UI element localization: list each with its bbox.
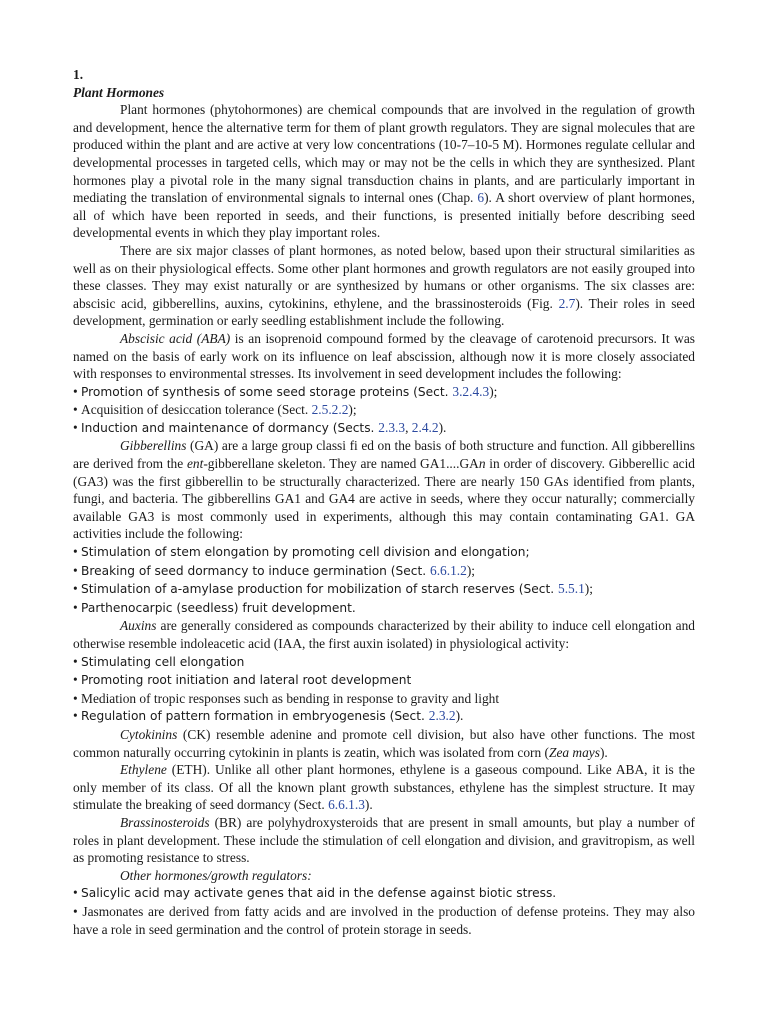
section-number: 1. <box>73 67 84 82</box>
paragraph-auxins <box>73 617 695 652</box>
list-item <box>73 383 695 402</box>
ga-list <box>73 543 695 617</box>
list-item-text: Stimulating cell elongation <box>81 654 245 669</box>
ck-text-end: ). <box>599 744 608 760</box>
eth-text-end: ). <box>364 797 373 813</box>
ga-ent: ent <box>186 456 204 472</box>
paragraph-other-heading <box>73 867 695 885</box>
section-link[interactable]: 5.5.1 <box>558 581 585 597</box>
ga-n: n <box>478 456 486 472</box>
other-heading: Other hormones/growth regulators: <box>120 867 312 883</box>
paragraph-classes <box>73 242 695 330</box>
section-link[interactable]: 2.5.2.2 <box>311 402 349 418</box>
intro-text: Plant hormones (phytohormones) are chemical compounds that are involved in the regulation of growth and development, hence the alternative term for them of plant growth regulators. They are signal molecules that are produced within the plant and are active at very low concentrations (10-7–10-5 M). Hormones regulate cellular and developmental processes in targeted cells, which may or may not be the cells in which they are synthesized. Plant hormones play a pivotal role in the many signal transduction chains in plants, and are particularly important in mediating the translation of environmental signals to internal ones (Chap. <box>73 102 695 206</box>
intro-text-end: ). A short overview of plant hormones, all of which have been reported in seeds, and their functions, is presented initially before describing seed developmental events in which they play important roles. <box>73 190 695 241</box>
list-item-text: Regulation of pattern formation in embryogenesis (Sect. <box>81 709 429 724</box>
auxin-term: Auxins <box>120 618 157 634</box>
auxin-text: are generally considered as compounds characterized by their ability to induce cell elongation and otherwise resemble indoleacetic acid (IAA, the first auxin isolated) in physiological activity: <box>73 618 695 651</box>
list-item-sep: , <box>405 419 412 435</box>
list-item <box>73 884 695 903</box>
list-item <box>73 707 695 726</box>
eth-term: Ethylene <box>120 762 167 778</box>
ck-term: Cytokinins <box>120 726 178 742</box>
list-item-end: ); <box>348 402 357 418</box>
auxin-list <box>73 653 695 726</box>
list-item <box>73 543 695 562</box>
paragraph-aba <box>73 330 695 383</box>
classes-text-end: ). Their roles in seed development, germination or early seedling establishment include the following. <box>73 295 695 329</box>
list-item-end: ); <box>584 581 593 597</box>
list-item-text: Stimulation of stem elongation by promoting cell division and elongation; <box>81 545 530 560</box>
list-item-text: Breaking of seed dormancy to induce germination (Sect. <box>81 563 430 578</box>
section-link[interactable]: 2.4.2 <box>411 419 439 435</box>
list-item-end: ); <box>466 562 476 578</box>
br-text: (BR) are polyhydroxysteroids that are present in small amounts, but play a number of roles in plant development. These include the stimulation of cell elongation and division, and gravitropism, as well as promoting resistance to stress. <box>73 814 695 866</box>
list-item-text: Mediation of tropic responses such as bending in response to gravity and light <box>81 690 500 706</box>
figure-link[interactable]: 2.7 <box>558 295 576 311</box>
list-item <box>73 671 695 690</box>
ck-text: (CK) resemble adenine and promote cell division, but also have other functions. The most common naturally occurring cytokinin in plants is zeatin, which was isolated from corn ( <box>73 726 695 760</box>
section-link[interactable]: 2.3.2 <box>428 708 456 724</box>
list-item-text: Stimulation of a-amylase production for mobilization of starch reserves (Sect. <box>81 582 559 597</box>
list-item-text: Parthenocarpic (seedless) fruit development. <box>81 600 356 615</box>
list-item <box>73 903 695 938</box>
aba-term: Abscisic acid (ABA) <box>120 330 231 346</box>
eth-text: (ETH). Unlike all other plant hormones, ethylene is a gaseous compound. Like ABA, it is the only member of its class. Of all the known plant growth substances, ethylene has the simplest structure. It may stimulate the breaking of seed dormancy (Sect. <box>73 762 695 813</box>
section-title: Plant Hormones <box>73 84 165 100</box>
paragraph-intro <box>73 101 695 242</box>
list-item-text: Acquisition of desiccation tolerance (Sect. <box>81 402 312 418</box>
section-link[interactable]: 3.2.4.3 <box>452 383 490 399</box>
list-item <box>73 653 695 672</box>
list-item-end: ). <box>438 419 447 435</box>
list-item-text: Promoting root initiation and lateral root development <box>81 673 412 688</box>
list-item <box>73 580 695 599</box>
list-item-text: Promotion of synthesis of some seed storage proteins (Sect. <box>81 384 453 399</box>
aba-list <box>73 383 695 438</box>
list-item <box>73 562 695 581</box>
classes-text: There are six major classes of plant hormones, as noted below, based upon their structural similarities as well as on their physiological effects. Some other plant hormones and growth regulators are not easily grouped into these classes. They may exist naturally or are synthesized by humans or other organisms. The six classes are: abscisic acid, gibberellins, auxins, cytokinins, ethylene, and the brassinosteroids (Fig. <box>73 242 695 311</box>
ga-term: Gibberellins <box>120 438 187 454</box>
other-list <box>73 884 695 938</box>
chapter-link[interactable]: 6 <box>477 190 485 206</box>
list-item <box>73 401 695 419</box>
br-term: Brassinosteroids <box>120 814 210 830</box>
section-link[interactable]: 2.3.3 <box>378 419 406 435</box>
list-item <box>73 419 695 438</box>
aba-text: is an isoprenoid compound formed by the cleavage of carotenoid precursors. It was named on the basis of early work on its influence on leaf abscission, although now it is more closely associated with responses to environmental stresses. Its involvement in seed development includes the following: <box>73 330 695 382</box>
ga-text-2: -gibberellane skeleton. They are named GA1....GA <box>203 456 479 472</box>
list-item <box>73 690 695 708</box>
paragraph-gibberellins <box>73 437 695 543</box>
list-item-text: Jasmonates are derived from fatty acids and are involved in the production of defense proteins. They may also have a role in seed germination and the control of protein storage in seeds. <box>73 903 695 937</box>
ck-species: Zea mays <box>549 744 600 760</box>
list-item-end: ); <box>489 383 498 399</box>
section-link[interactable]: 6.6.1.3 <box>328 797 365 813</box>
list-item-text: Salicylic acid may activate genes that aid in the defense against biotic stress. <box>81 886 557 901</box>
paragraph-ethylene <box>73 761 695 814</box>
paragraph-cytokinins <box>73 726 695 761</box>
ga-text: (GA) are a large group classi fi ed on the basis of both structure and function. All gibberellins are derived from the <box>73 438 695 472</box>
ga-text-3: in order of discovery. Gibberellic acid (GA3) was the first gibberellin to be structurally characterized. There are nearly 150 GAs identified from plants, fungi, and bacteria. The gibberellins GA1 and GA4 are active in seeds, where they occur naturally; commercially available GA3 is most commonly used in experiments, although this may contain contaminating GA1. GA activities include the following: <box>73 456 696 542</box>
list-item <box>73 599 695 618</box>
paragraph-brassinosteroids <box>73 814 695 867</box>
list-item-end: ). <box>455 708 464 724</box>
section-link[interactable]: 6.6.1.2 <box>430 562 467 578</box>
list-item-text: Induction and maintenance of dormancy (Sects. <box>81 420 379 435</box>
